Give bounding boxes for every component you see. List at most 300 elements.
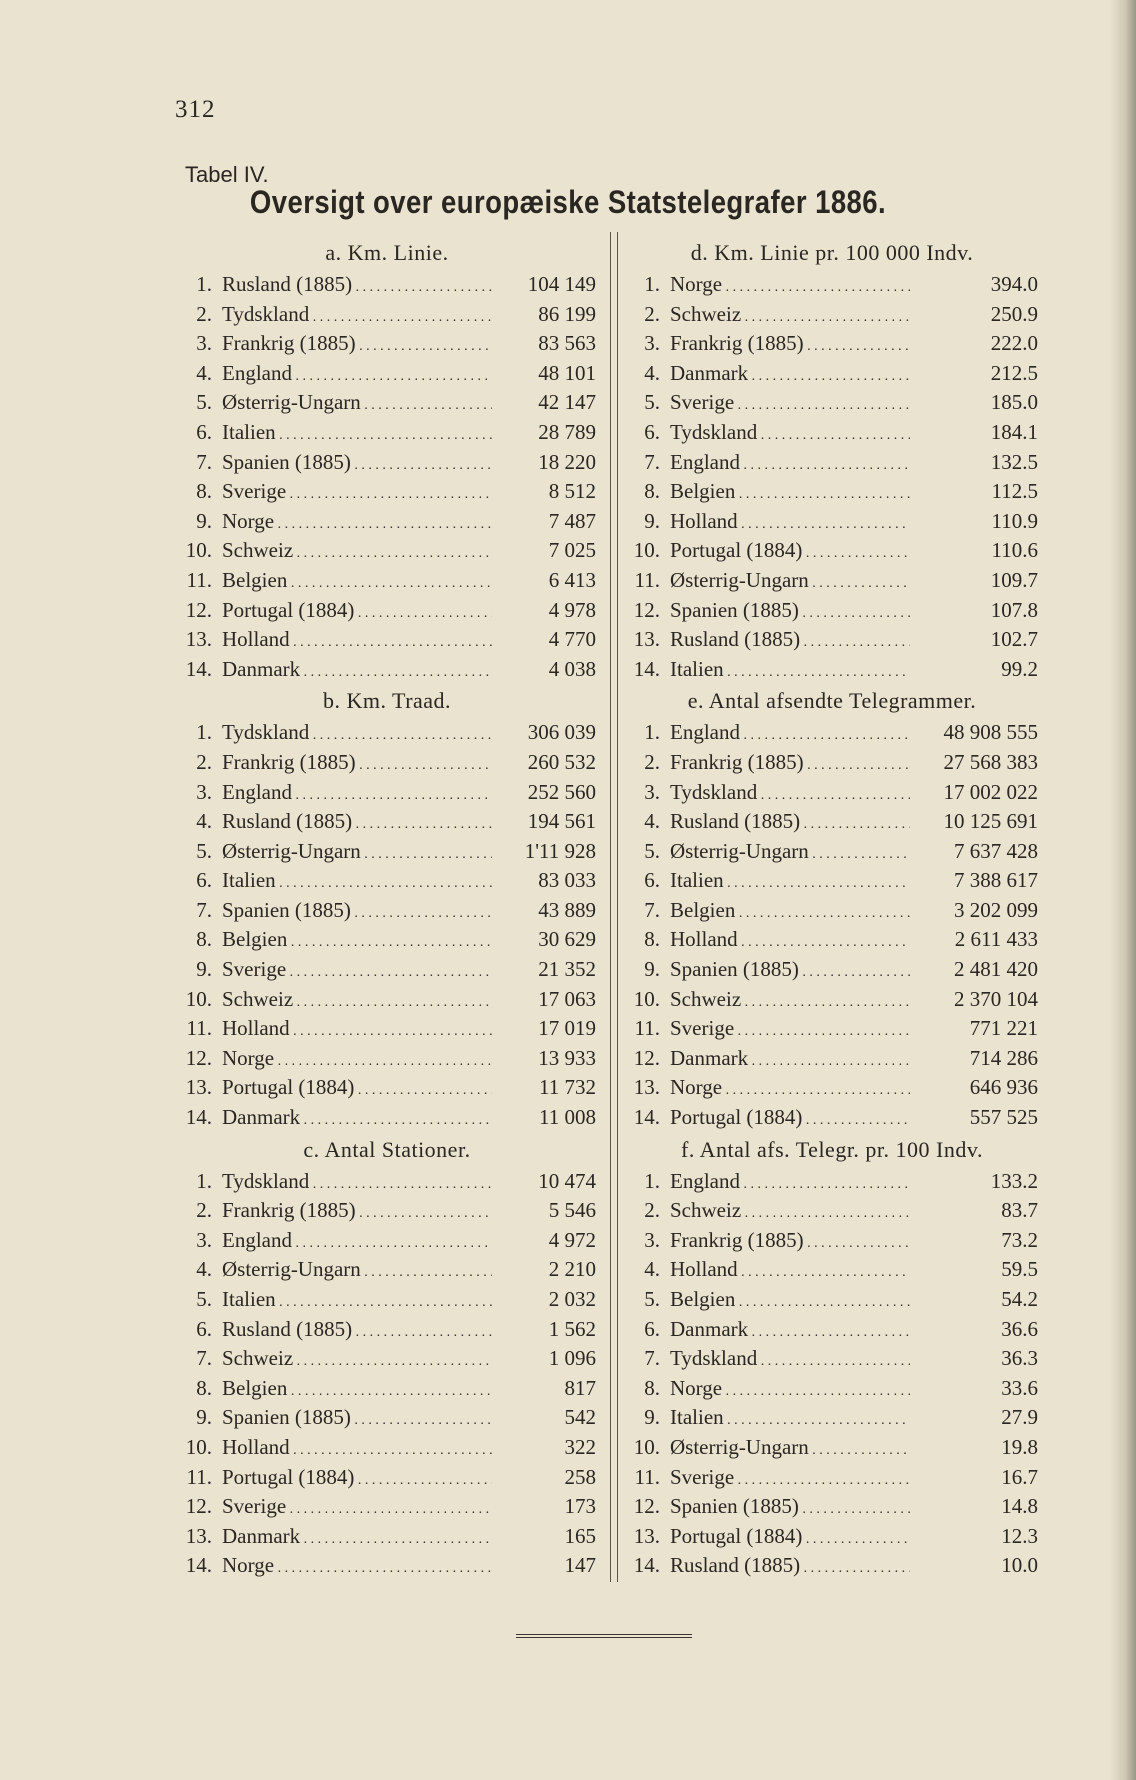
row-value: 43 889	[538, 897, 596, 922]
table-row	[626, 778, 1038, 808]
table-row	[626, 1196, 1038, 1226]
country-name: England . . .	[222, 1226, 492, 1259]
row-value: 110.9	[991, 508, 1038, 533]
row-value: 6 413	[548, 567, 596, 592]
section-title: f. Antal afs. Telegr. pr. 100 Indv.	[681, 1136, 983, 1162]
table-row	[178, 1344, 596, 1374]
country-name: Rusland (1885) . . .	[670, 1551, 910, 1584]
table-row	[178, 418, 596, 448]
country-name: Frankrig (1885) . . .	[670, 748, 910, 781]
row-value: 11 008	[539, 1105, 596, 1130]
country-name: Sverige . . .	[670, 1463, 910, 1496]
row-value: 14.8	[1001, 1494, 1038, 1519]
row-value: 73.2	[1001, 1227, 1038, 1252]
country-name: Belgien . . .	[222, 566, 492, 599]
table-row	[626, 359, 1038, 389]
row-value: 42 147	[538, 390, 596, 415]
row-value: 194 561	[527, 809, 596, 834]
country-name: Frankrig (1885) . . .	[670, 1226, 910, 1259]
country-name: Rusland (1885) . . .	[222, 1315, 492, 1348]
table-row	[626, 1463, 1038, 1493]
closing-rule	[516, 1634, 692, 1638]
row-value: 17 019	[538, 1016, 596, 1041]
row-value: 28 789	[538, 419, 596, 444]
country-name: Italien . . .	[222, 418, 492, 451]
row-value: 2 481 420	[954, 957, 1038, 982]
section-title: a. Km. Linie.	[325, 240, 449, 265]
table-row	[178, 1226, 596, 1256]
table-row	[626, 896, 1038, 926]
row-value: 48 101	[538, 360, 596, 385]
country-name: Belgien . . .	[670, 1285, 910, 1318]
country-name: Schweiz . . .	[670, 300, 910, 333]
table-row	[626, 955, 1038, 985]
country-name: Østerrig-Ungarn . . .	[670, 837, 910, 870]
rank-number: 10.	[185, 986, 212, 1011]
rank-number: 13.	[633, 1075, 660, 1100]
row-value: 17 063	[538, 986, 596, 1011]
table-row	[178, 566, 596, 596]
country-name: Spanien (1885) . . .	[670, 955, 910, 988]
table-row	[626, 718, 1038, 748]
country-name: Østerrig-Ungarn . . .	[222, 837, 492, 870]
rank-number: 8.	[196, 1375, 212, 1400]
row-value: 59.5	[1001, 1257, 1038, 1282]
row-value: 250.9	[990, 301, 1038, 326]
table-row	[626, 507, 1038, 537]
row-value: 322	[564, 1434, 596, 1459]
rank-number: 8.	[196, 927, 212, 952]
table-row	[178, 1433, 596, 1463]
table-row	[178, 955, 596, 985]
table-row	[626, 1255, 1038, 1285]
country-name: Sverige . . .	[222, 477, 492, 510]
rank-number: 1.	[196, 272, 212, 296]
rank-number: 5.	[644, 390, 660, 415]
country-name: Portugal (1884) . . .	[222, 1463, 492, 1496]
country-name: Spanien (1885) . . .	[222, 1403, 492, 1436]
table-row	[626, 655, 1038, 685]
rank-number: 9.	[196, 957, 212, 982]
country-name: Belgien . . .	[222, 1374, 492, 1407]
row-value: 83 563	[538, 331, 596, 356]
row-value: 13 933	[538, 1045, 596, 1070]
country-name: Norge . . .	[670, 1374, 910, 1407]
rank-number: 9.	[644, 508, 660, 533]
row-value: 3 202 099	[954, 897, 1038, 922]
table-row	[626, 925, 1038, 955]
table-row	[626, 1103, 1038, 1133]
table-row	[178, 536, 596, 566]
table-row	[178, 1315, 596, 1345]
country-name: Sverige . . .	[222, 1492, 492, 1525]
rank-number: 3.	[196, 779, 212, 804]
row-value: 110.6	[991, 538, 1038, 563]
row-value: 165	[564, 1523, 596, 1548]
rank-number: 4.	[196, 1257, 212, 1282]
country-name: Danmark . . .	[670, 359, 910, 392]
table-row	[626, 1226, 1038, 1256]
rank-number: 7.	[196, 449, 212, 474]
table-row	[178, 1073, 596, 1103]
country-name: Rusland (1885) . . .	[670, 807, 910, 840]
row-value: 771 221	[969, 1016, 1038, 1041]
rank-number: 5.	[196, 1287, 212, 1311]
country-name: Holland . . .	[670, 507, 910, 540]
row-value: 714 286	[969, 1045, 1038, 1070]
rank-number: 11.	[634, 1464, 660, 1489]
country-name: Holland . . .	[670, 925, 910, 958]
row-value: 173	[564, 1494, 596, 1519]
rank-number: 8.	[196, 479, 212, 504]
country-name: Portugal (1884) . . .	[670, 1103, 910, 1136]
rank-number: 3.	[644, 331, 660, 356]
table-row	[178, 388, 596, 418]
page-title: Oversigt over europæiske Statstelegrafer 1886.	[249, 184, 887, 220]
table-label: Tabel IV.	[185, 162, 269, 187]
table-row	[626, 300, 1038, 330]
table-row	[178, 748, 596, 778]
row-value: 99.2	[1001, 656, 1038, 681]
rank-number: 14.	[185, 1105, 212, 1130]
table-row	[178, 1103, 596, 1133]
country-name: Norge . . .	[222, 1044, 492, 1077]
table-row	[626, 270, 1038, 300]
row-value: 11 732	[539, 1075, 596, 1100]
table-row	[626, 1014, 1038, 1044]
country-name: Rusland (1885) . . .	[670, 625, 910, 658]
rank-number: 2.	[196, 749, 212, 774]
table-row	[178, 448, 596, 478]
row-value: 646 936	[969, 1075, 1038, 1100]
row-value: 4 770	[548, 627, 596, 652]
row-value: 48 908 555	[943, 720, 1038, 745]
country-name: Belgien . . .	[222, 925, 492, 958]
country-name: Italien . . .	[670, 1403, 910, 1436]
row-value: 7 637 428	[954, 838, 1038, 863]
country-name: Holland . . .	[222, 625, 492, 658]
rank-number: 1.	[196, 720, 212, 745]
section-title: b. Km. Traad.	[322, 688, 452, 714]
table-row	[626, 418, 1038, 448]
rank-number: 9.	[196, 1405, 212, 1430]
rank-number: 12.	[185, 597, 212, 622]
country-name: Schweiz . . .	[222, 1344, 492, 1377]
table-row	[626, 807, 1038, 837]
row-value: 7 388 617	[954, 868, 1038, 893]
country-name: Sverige . . .	[670, 388, 910, 421]
rank-number: 5.	[644, 838, 660, 863]
rank-number: 1.	[644, 720, 660, 745]
row-value: 16.7	[1001, 1464, 1038, 1489]
country-name: Holland . . .	[670, 1255, 910, 1288]
rank-number: 2.	[196, 1198, 212, 1223]
country-name: Schweiz . . .	[222, 985, 492, 1018]
row-value: 10 125 691	[943, 809, 1038, 834]
rank-number: 5.	[644, 1287, 660, 1311]
row-value: 86 199	[538, 301, 596, 326]
table-row	[178, 1285, 596, 1315]
rank-number: 11.	[186, 1464, 212, 1489]
row-value: 394.0	[990, 272, 1038, 296]
rank-number: 13.	[633, 1523, 660, 1548]
rank-number: 9.	[644, 1405, 660, 1430]
row-value: 4 038	[548, 656, 596, 681]
country-name: Østerrig-Ungarn . . .	[222, 388, 492, 421]
table-row	[178, 1492, 596, 1522]
table-row	[626, 1551, 1038, 1581]
rank-number: 2.	[644, 749, 660, 774]
rank-number: 4.	[196, 809, 212, 834]
country-name: Spanien (1885) . . .	[670, 1492, 910, 1525]
country-name: Spanien (1885) . . .	[222, 448, 492, 481]
section-title: e. Antal afsendte Telegrammer.	[687, 688, 977, 714]
country-name: Spanien (1885) . . .	[670, 596, 910, 629]
rank-number: 11.	[634, 1016, 660, 1041]
rank-number: 12.	[633, 1494, 660, 1519]
row-value: 12.3	[1001, 1523, 1038, 1548]
table-row	[178, 1196, 596, 1226]
table-row	[626, 1492, 1038, 1522]
rank-number: 7.	[196, 1346, 212, 1371]
row-value: 27 568 383	[943, 749, 1038, 774]
row-value: 817	[564, 1375, 596, 1400]
country-name: Sverige . . .	[670, 1014, 910, 1047]
rank-number: 11.	[186, 1016, 212, 1041]
row-value: 184.1	[990, 419, 1038, 444]
table-row	[178, 1167, 596, 1197]
row-value: 306 039	[527, 720, 596, 745]
rank-number: 14.	[633, 1105, 660, 1130]
country-name: Tydskland . . .	[670, 418, 910, 451]
table-row	[178, 1255, 596, 1285]
rank-number: 5.	[196, 390, 212, 415]
table-row	[178, 477, 596, 507]
row-value: 5 546	[548, 1198, 596, 1223]
country-name: Sverige . . .	[222, 955, 492, 988]
country-name: Østerrig-Ungarn . . .	[222, 1255, 492, 1288]
country-name: Spanien (1885) . . .	[222, 896, 492, 929]
rank-number: 6.	[196, 419, 212, 444]
row-value: 7 025	[548, 538, 596, 563]
rank-number: 14.	[185, 1553, 212, 1578]
section-title: d. Km. Linie pr. 100 000 Indv.	[690, 240, 974, 265]
country-name: Norge . . .	[670, 1073, 910, 1106]
row-value: 1 096	[548, 1346, 596, 1371]
rank-number: 12.	[185, 1494, 212, 1519]
row-value: 258	[564, 1464, 596, 1489]
table-row	[178, 507, 596, 537]
table-row	[178, 1551, 596, 1581]
country-name: Portugal (1884) . . .	[670, 1522, 910, 1555]
rank-number: 14.	[633, 1553, 660, 1578]
table-row	[178, 1403, 596, 1433]
table-row	[178, 359, 596, 389]
table-row	[626, 1344, 1038, 1374]
row-value: 54.2	[1001, 1287, 1038, 1311]
rank-number: 3.	[196, 331, 212, 356]
row-value: 147	[564, 1553, 596, 1578]
row-value: 19.8	[1001, 1434, 1038, 1459]
country-name: England . . .	[670, 448, 910, 481]
row-value: 2 611 433	[954, 927, 1038, 952]
table-row	[178, 270, 596, 300]
row-value: 132.5	[990, 449, 1038, 474]
country-name: Portugal (1884) . . .	[222, 1073, 492, 1106]
rank-number: 7.	[644, 897, 660, 922]
table-row	[178, 807, 596, 837]
country-name: England . . .	[670, 1167, 910, 1200]
country-name: Holland . . .	[222, 1433, 492, 1466]
rank-number: 13.	[185, 627, 212, 652]
country-name: Italien . . .	[670, 655, 910, 688]
row-value: 10 474	[538, 1168, 596, 1193]
table-row	[626, 388, 1038, 418]
country-name: Belgien . . .	[670, 896, 910, 929]
rank-number: 5.	[196, 838, 212, 863]
rank-number: 7.	[196, 897, 212, 922]
country-name: Norge . . .	[670, 270, 910, 303]
rank-number: 13.	[185, 1075, 212, 1100]
rank-number: 2.	[196, 301, 212, 326]
column-divider	[610, 232, 618, 1582]
country-name: Frankrig (1885) . . .	[222, 748, 492, 781]
country-name: England . . .	[222, 778, 492, 811]
row-value: 212.5	[990, 360, 1038, 385]
table-row	[178, 1014, 596, 1044]
row-value: 4 978	[548, 597, 596, 622]
row-value: 112.5	[991, 479, 1038, 504]
country-name: Tydskland . . .	[222, 300, 492, 333]
row-value: 4 972	[548, 1227, 596, 1252]
country-name: Schweiz . . .	[222, 536, 492, 569]
row-value: 36.6	[1001, 1316, 1038, 1341]
table-row	[626, 625, 1038, 655]
rank-number: 3.	[196, 1227, 212, 1252]
country-name: Frankrig (1885) . . .	[670, 329, 910, 362]
table-row	[178, 1374, 596, 1404]
row-value: 1'11 928	[524, 838, 596, 863]
country-name: Rusland (1885) . . .	[222, 270, 492, 303]
row-value: 109.7	[990, 567, 1038, 592]
row-value: 21 352	[538, 957, 596, 982]
rank-number: 2.	[644, 301, 660, 326]
row-value: 557 525	[969, 1105, 1038, 1130]
rank-number: 4.	[644, 360, 660, 385]
country-name: Frankrig (1885) . . .	[222, 1196, 492, 1229]
table-row	[626, 985, 1038, 1015]
rank-number: 6.	[196, 1316, 212, 1341]
row-value: 133.2	[990, 1168, 1038, 1193]
table-row	[626, 1285, 1038, 1315]
rank-number: 9.	[196, 508, 212, 533]
rank-number: 7.	[644, 1346, 660, 1371]
rank-number: 10.	[633, 1434, 660, 1459]
table-row	[626, 1167, 1038, 1197]
country-name: Italien . . .	[222, 866, 492, 899]
rank-number: 12.	[633, 1045, 660, 1070]
country-name: Belgien . . .	[670, 477, 910, 510]
country-name: Danmark . . .	[670, 1044, 910, 1077]
row-value: 17 002 022	[943, 779, 1038, 804]
row-value: 260 532	[527, 749, 596, 774]
rank-number: 6.	[644, 868, 660, 893]
rank-number: 11.	[634, 567, 660, 592]
country-name: Østerrig-Ungarn . . .	[670, 566, 910, 599]
row-value: 33.6	[1001, 1375, 1038, 1400]
rank-number: 6.	[196, 868, 212, 893]
row-value: 102.7	[990, 627, 1038, 652]
table-row	[626, 866, 1038, 896]
page-number: 312	[175, 96, 216, 123]
section-title: c. Antal Stationer.	[303, 1136, 471, 1162]
rank-number: 10.	[633, 986, 660, 1011]
country-name: Tydskland . . .	[670, 778, 910, 811]
rank-number: 3.	[644, 1227, 660, 1252]
table-row	[178, 1463, 596, 1493]
table-row	[178, 925, 596, 955]
country-name: Danmark . . .	[670, 1315, 910, 1348]
rank-number: 8.	[644, 1375, 660, 1400]
rank-number: 14.	[185, 656, 212, 681]
table-row	[626, 448, 1038, 478]
rank-number: 10.	[633, 538, 660, 563]
table-row	[178, 866, 596, 896]
row-value: 10.0	[1001, 1553, 1038, 1578]
table-row	[626, 566, 1038, 596]
table-row	[178, 655, 596, 685]
row-value: 27.9	[1001, 1405, 1038, 1430]
country-name: Italien . . .	[222, 1285, 492, 1318]
table-row	[626, 596, 1038, 626]
rank-number: 10.	[185, 1434, 212, 1459]
row-value: 104 149	[527, 272, 596, 296]
rank-number: 13.	[185, 1523, 212, 1548]
row-value: 1 562	[548, 1316, 596, 1341]
rank-number: 1.	[644, 1168, 660, 1193]
row-value: 7 487	[548, 508, 596, 533]
row-value: 107.8	[990, 597, 1038, 622]
country-name: Norge . . .	[222, 1551, 492, 1584]
rank-number: 1.	[196, 1168, 212, 1193]
rank-number: 4.	[644, 809, 660, 834]
row-value: 36.3	[1001, 1346, 1038, 1371]
page-edge-shadow	[1110, 0, 1136, 1780]
table-row	[178, 1044, 596, 1074]
rank-number: 6.	[644, 1316, 660, 1341]
country-name: Tydskland . . .	[222, 1167, 492, 1200]
row-value: 8 512	[548, 479, 596, 504]
table-row	[626, 536, 1038, 566]
rank-number: 10.	[185, 538, 212, 563]
row-value: 2 210	[548, 1257, 596, 1282]
row-value: 30 629	[538, 927, 596, 952]
row-value: 542	[564, 1405, 596, 1430]
table-row	[178, 300, 596, 330]
country-name: Portugal (1884) . . .	[222, 596, 492, 629]
country-name: England . . .	[670, 718, 910, 751]
table-row	[626, 1374, 1038, 1404]
row-value: 83.7	[1001, 1198, 1038, 1223]
country-name: England . . .	[222, 359, 492, 392]
table-row	[178, 625, 596, 655]
table-row	[626, 477, 1038, 507]
table-row	[178, 985, 596, 1015]
country-name: Italien . . .	[670, 866, 910, 899]
table-row	[626, 1073, 1038, 1103]
country-name: Tydskland . . .	[222, 718, 492, 751]
row-value: 252 560	[527, 779, 596, 804]
